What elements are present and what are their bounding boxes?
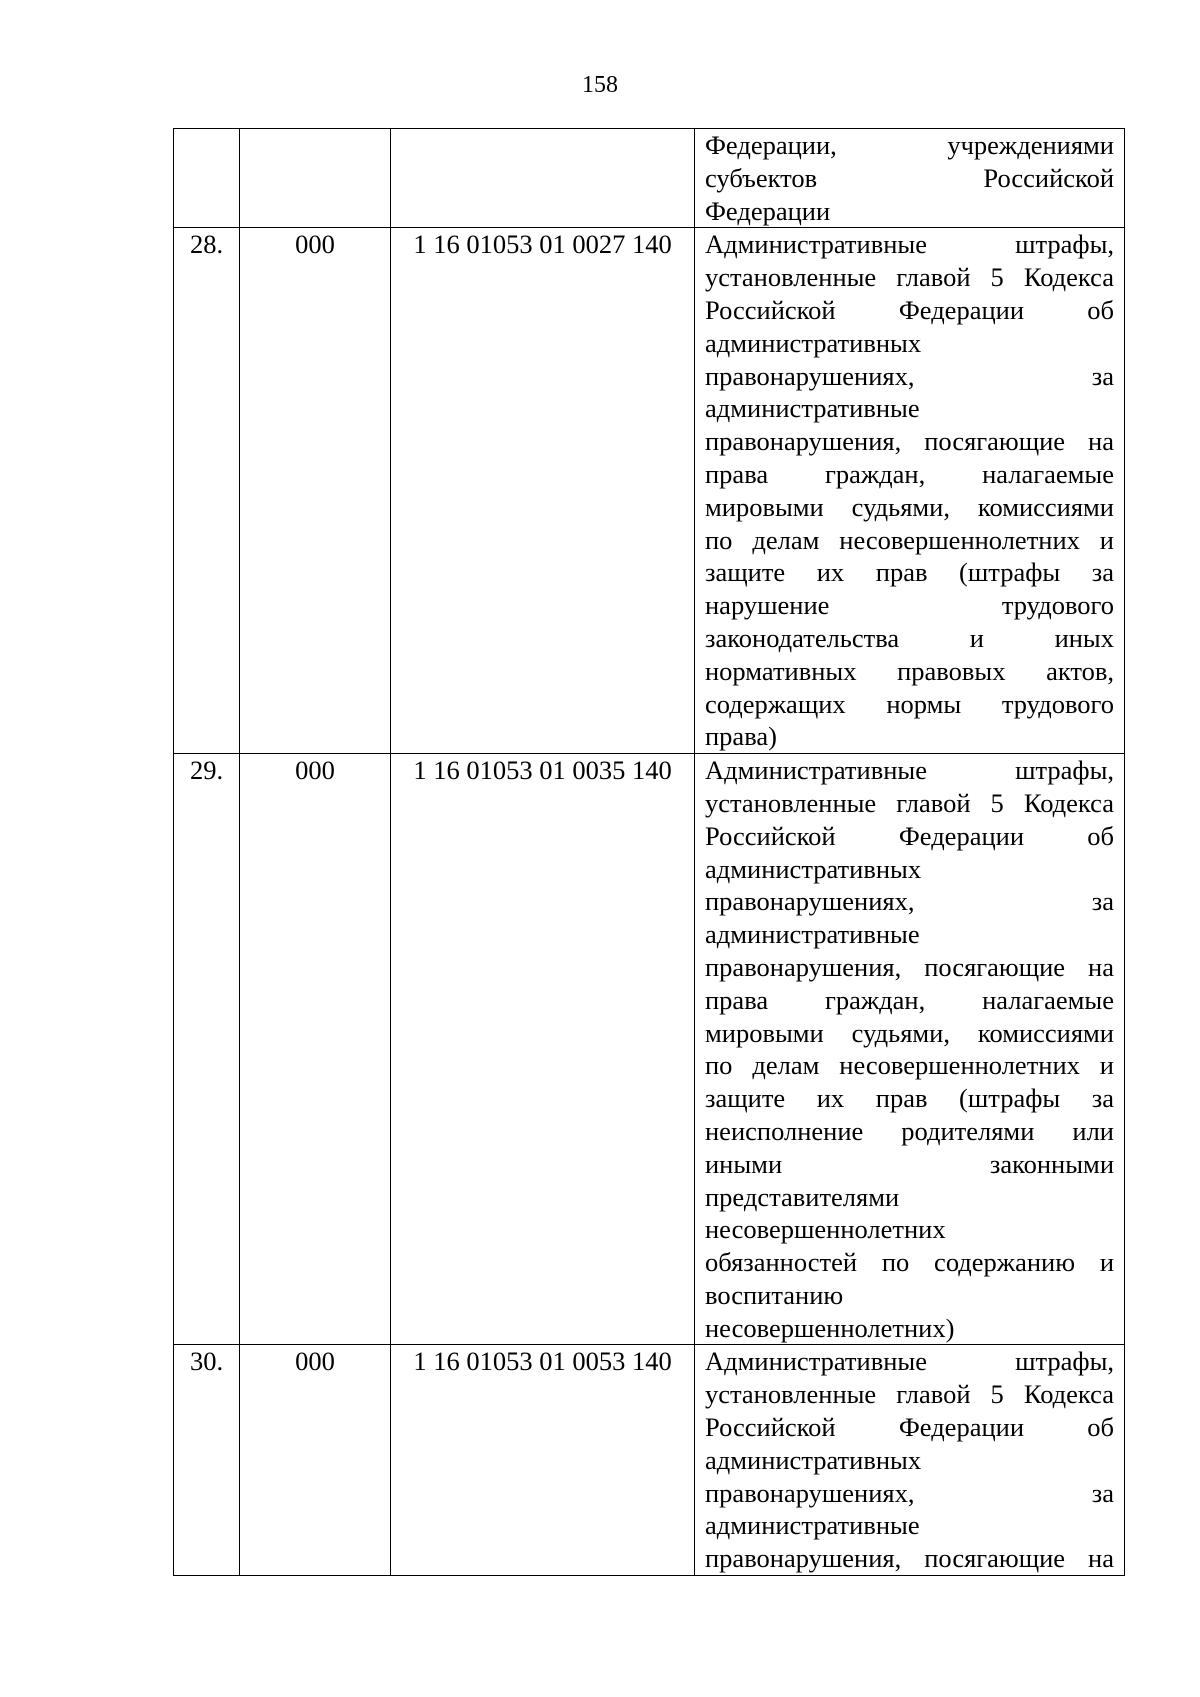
budget-classification-table [173,128,1125,1576]
kbk-code-cell [391,129,695,228]
description-line: нарушение трудового [705,590,1114,621]
description-line: права граждан, налагаемые [705,984,1114,1015]
description-cell [695,1345,1125,1576]
description-line: правонарушения, посягающие на [705,1543,1114,1574]
description-line: защите их прав (штрафы за [705,1083,1114,1114]
description-line: защите их прав (штрафы за [705,557,1114,588]
admin-code-cell [240,129,391,228]
row-number-cell: 30. [174,1345,240,1576]
description-cell [695,129,1125,228]
row-number-cell [174,129,240,228]
description-line: административные [705,919,920,950]
description-line: законодательства и иных [705,622,1114,653]
description-line: установленные главой 5 Кодекса [705,1379,1114,1410]
description-line: Федерации, учреждениями [705,130,1114,160]
description-line: по делам несовершеннолетних и [705,1050,1114,1081]
description-line: правонарушениях, за [705,886,1114,917]
description-line: содержащих нормы трудового [705,688,1114,719]
description-line: мировыми судьями, комиссиями [705,491,1114,522]
description-line: несовершеннолетних [705,1214,946,1245]
description-cell [695,754,1125,1345]
kbk-code-cell: 1 16 01053 01 0027 140 [391,228,695,754]
description-line: правонарушениях, за [705,360,1114,391]
description-line: правонарушения, посягающие на [705,426,1114,457]
description-line: представителями [705,1181,900,1212]
table-row [174,754,1125,1345]
table-row-continuation [174,129,1125,228]
description-line: неисполнение родителями или [705,1115,1114,1146]
table-row [174,1345,1125,1576]
description-line: правонарушениях, за [705,1477,1114,1508]
description-line: Административные штрафы, [705,755,1114,786]
description-line: Административные штрафы, [705,229,1114,260]
row-number-cell: 28. [174,228,240,754]
table-row [174,228,1125,754]
description-line: иными законными [705,1148,1114,1179]
description-line: права граждан, налагаемые [705,458,1114,489]
description-line: административные [705,1510,920,1541]
description-line: нормативных правовых актов, [705,655,1114,686]
description-line: права) [705,721,777,752]
description-line: Федерации [705,195,831,226]
description-line: административные [705,393,920,424]
description-line: установленные главой 5 Кодекса [705,787,1114,818]
description-line: административных [705,327,922,358]
description-line: несовершеннолетних) [705,1312,955,1343]
row-number-cell: 29. [174,754,240,1345]
description-line: мировыми судьями, комиссиями [705,1017,1114,1048]
admin-code-cell: 000 [240,228,391,754]
description-line: по делам несовершеннолетних и [705,524,1114,555]
description-line: установленные главой 5 Кодекса [705,262,1114,293]
description-line: Российской Федерации об [705,294,1114,325]
description-line: Российской Федерации об [705,820,1114,851]
admin-code-cell: 000 [240,754,391,1345]
description-line: Административные штрафы, [705,1346,1114,1377]
page-number: 158 [582,72,618,98]
description-line: воспитанию [705,1279,844,1310]
admin-code-cell: 000 [240,1345,391,1576]
description-line: субъектов Российской [705,162,1114,193]
description-line: Российской Федерации об [705,1412,1114,1443]
description-line: обязанностей по содержанию и [705,1247,1114,1278]
description-line: административных [705,853,922,884]
description-line: правонарушения, посягающие на [705,951,1114,982]
description-line: административных [705,1444,922,1475]
kbk-code-cell: 1 16 01053 01 0035 140 [391,754,695,1345]
kbk-code-cell: 1 16 01053 01 0053 140 [391,1345,695,1576]
description-cell [695,228,1125,754]
